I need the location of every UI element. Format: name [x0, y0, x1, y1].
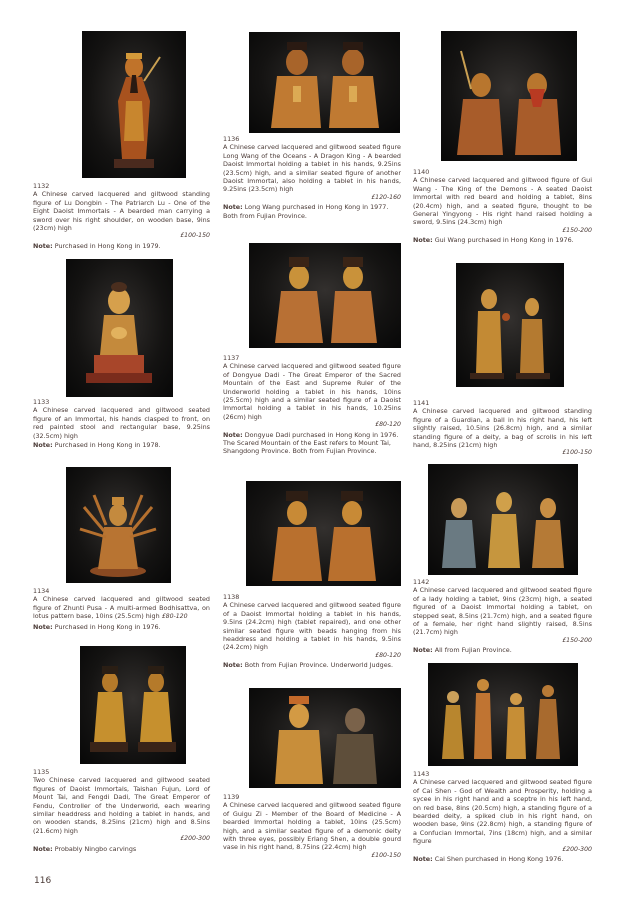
lot-note [33, 441, 210, 449]
lot-note [223, 431, 401, 456]
note-text: Both from Fujian Province. Underworld Judges. [244, 661, 394, 670]
lot-note [33, 623, 210, 631]
lot-number: 1141 [413, 399, 430, 407]
lot-1132 [33, 182, 210, 250]
lot-number: 1134 [33, 587, 50, 595]
note-text: Gui Wang purchased in Hong Kong in 1976. [434, 236, 574, 245]
note-label: Note: [223, 430, 243, 439]
lot-number: 1139 [223, 793, 240, 801]
lot-description: A Chinese carved lacquered and giltwood seated figure Long Wang of the Oceans - A Dragon King - A bearded Daoist Immortal holding a tablet in his hands, 9.25ins (23.5cm) high, and a similar seated figure of another Daoist Immortal, also holding a tablet in his hands, 9.25ins (23.5cm) high [223, 143, 401, 194]
lot-1137-photo [249, 243, 401, 348]
lot-1139 [223, 793, 401, 860]
lot-price: £80-120 [375, 651, 401, 659]
lot-1134 [33, 587, 210, 631]
guardian-figures-image [456, 263, 564, 387]
two-seated-figures-image [80, 646, 186, 764]
lot-description: A Chinese carved lacquered and giltwood seated figure of Dongyue Dadi - The Great Emperor of the Sacred Mountain of the East and Supreme Ruler of the Underworld holding a tablet in his hands, 10ins (25.5cm) high and a similar seated figure of a Daoist Immortal holding a tablet in his hands, 10.25ins (26cm) high [223, 362, 401, 421]
note-label: Note: [33, 622, 53, 631]
lot-price: £150-200 [562, 636, 592, 644]
lot-number: 1132 [33, 182, 50, 190]
lot-1137 [223, 354, 401, 456]
lot-description: A Chinese carved lacquered and giltwood standing figure of a Guardian, a ball in his right hand, his left slightly raised, 10.5ins (26.8cm) high, and a similar standing figure of a deity, a bag of scrolls in his left hand, 8.25ins (21cm) high [413, 407, 592, 450]
note-label: Note: [223, 203, 243, 212]
lot-note [33, 845, 210, 853]
page-number: 116 [34, 876, 52, 886]
note-label: Note: [413, 855, 433, 864]
lot-1138 [223, 593, 401, 670]
lot-description: A Chinese carved lacquered and giltwood seated figure of Cai Shen - God of Wealth and Prosperity, holding a sycee in his right hand and a sceptre in his left hand, on red base, 8ins (20.5cm) high, a standing figure of a bearded deity, a spiked club in his right hand, on wooden base, 9ins (22.8cm) high, a standing figure of a Confucian Immortal, 7ins (18cm) high, and a similar figure [413, 778, 592, 846]
lot-1133-photo [66, 259, 173, 397]
two-dragon-king-figures-image [249, 32, 400, 133]
note-label: Note: [33, 241, 53, 250]
note-text: Long Wang purchased in Hong Kong in 1977. Both from Fujian Province. [223, 203, 389, 220]
lot-1139-photo [249, 688, 401, 788]
lot-description: A Chinese carved lacquered and giltwood standing figure of Lu Dongbin - The Patriarch Lu - One of the Eight Daoist Immortals - A bearded man carrying a sword over his right shoulder, on wooden base, 9ins (23cm) high [33, 190, 210, 233]
lot-price: £100-150 [562, 449, 592, 457]
three-seated-figures-image [428, 464, 578, 575]
lot-note [33, 242, 210, 250]
lot-1136 [223, 135, 401, 220]
lot-description: A Chinese carved lacquered and giltwood seated figure of a lady holding a tablet, 9ins (23cm) high, a seated figured of a Daoist Immortal holding a tablet, on stepped seat, 8.5ins (21.7cm) high, and a seated figure of a female, her right hand slightly raised, 8.5ins (21.7cm) high [413, 586, 592, 637]
lot-note [223, 661, 401, 669]
guigu-zi-figures-image [249, 688, 401, 788]
lot-1138-photo [246, 481, 401, 586]
lot-1141 [413, 399, 592, 458]
note-label: Note: [223, 661, 243, 670]
lot-price: £100-150 [180, 232, 210, 240]
lot-description: A Chinese carved lacquered and giltwood seated figure of Zhunti Pusa - A multi-armed Bodhisattva, on lotus pattern base, 10ins (25.5cm) high [33, 595, 210, 621]
note-text: Purchased in Hong Kong in 1978. [54, 441, 161, 450]
note-text: Cai Shen purchased in Hong Kong 1976. [434, 855, 564, 864]
bodhisattva-image [66, 467, 171, 583]
lot-1136-photo [249, 32, 400, 133]
lot-1135 [33, 768, 210, 853]
lot-1142 [413, 578, 592, 655]
cai-shen-figures-image [428, 663, 578, 766]
dongyue-dadi-figures-image [249, 243, 401, 348]
lot-price: £80-120 [375, 421, 401, 429]
lot-price: £100-150 [371, 851, 401, 859]
lot-description: A Chinese carved lacquered and giltwood figure of Gui Wang - The King of the Demons - A seated Daoist Immortal with red beard and holding a tablet, 8ins (20.4cm) high, and a seated figure, thought to be General Yingyong - His right hand raised holding a sword, 9.5ins (24.3cm) high [413, 176, 592, 227]
lot-description-wrap [33, 595, 210, 621]
gui-wang-figures-image [441, 31, 577, 161]
note-label: Note: [33, 441, 53, 450]
lot-1133 [33, 398, 210, 449]
lot-number: 1142 [413, 578, 430, 586]
lot-1140 [413, 168, 592, 245]
lot-number: 1135 [33, 768, 50, 776]
lot-price: £150-200 [562, 226, 592, 234]
note-text: Probably Ningbo carvings [54, 844, 137, 853]
lot-1143-photo [428, 663, 578, 766]
lot-price: £200-300 [180, 835, 210, 843]
lot-price: £80-120 [161, 613, 188, 621]
standing-figure-image [82, 31, 186, 178]
lot-number: 1133 [33, 398, 50, 406]
lot-1141-photo [456, 263, 564, 387]
lot-price: £120-160 [371, 193, 401, 201]
lot-number: 1140 [413, 168, 430, 176]
lot-1132-photo [82, 31, 186, 178]
lot-number: 1138 [223, 593, 240, 601]
note-text: Dongyue Dadi purchased in Hong Kong in 1976. The Scared Mountain of the East refers to Mount Tai, Shangdong Province. Both from Fujian Province. [223, 430, 399, 456]
lot-1142-photo [428, 464, 578, 575]
lot-price: £200-300 [562, 845, 592, 853]
note-text: All from Fujian Province. [434, 646, 512, 655]
lot-description: A Chinese carved lacquered and giltwood seated figure of Guigu Zi - Member of the Board of Medicine - A bearded Immortal holding a tablet, 10ins (25.5cm) high, and a similar seated figure of a demonic deity with three eyes, possibly Erlang Shen, a double gourd vase in his right hand, 8.75ins (22.4cm) high [223, 801, 401, 852]
note-label: Note: [33, 844, 53, 853]
lot-number: 1137 [223, 354, 240, 362]
lot-number: 1136 [223, 135, 240, 143]
lot-description: A Chinese carved lacquered and giltwood seated figure of a Daoist Immortal holding a tablet in his hands, 9.5ins (24.2cm) high (tablet repaired), and one other similar seated figure with beads hanging from his headdress and holding a tablet in his hands, 9.5ins (24.2cm) high [223, 601, 401, 652]
lot-1134-photo [66, 467, 171, 583]
lot-1135-photo [80, 646, 186, 764]
lot-description: A Chinese carved lacquered and giltwood seated figure of an Immortal, his hands clasped to front, on red painted stool and rectangular base, 9.25ins (32.5cm) high [33, 406, 210, 440]
lot-1140-photo [441, 31, 577, 161]
lot-1143 [413, 770, 592, 863]
note-label: Note: [413, 236, 433, 245]
lot-note [413, 855, 592, 863]
underworld-judges-image [246, 481, 401, 586]
lot-note [413, 236, 592, 244]
lot-description: Two Chinese carved lacquered and giltwood seated figures of Daoist Immortals, Taishan Fujun, Lord of Mount Tai, and Fengdi Dadi, The Great Emperor of Fendu, Controller of the Underworld, each wearing similar headdress and holding a tablet in hands, and on wooden stands, 8.25ins (21cm) high and 8.5ins (21.6cm) high [33, 776, 210, 835]
note-label: Note: [413, 646, 433, 655]
lot-note [223, 203, 401, 220]
lot-note [413, 646, 592, 654]
note-text: Purchased in Hong Kong in 1979. [54, 241, 161, 250]
note-text: Purchased in Hong Kong in 1976. [54, 622, 161, 631]
seated-immortal-image [66, 259, 173, 397]
lot-number: 1143 [413, 770, 430, 778]
